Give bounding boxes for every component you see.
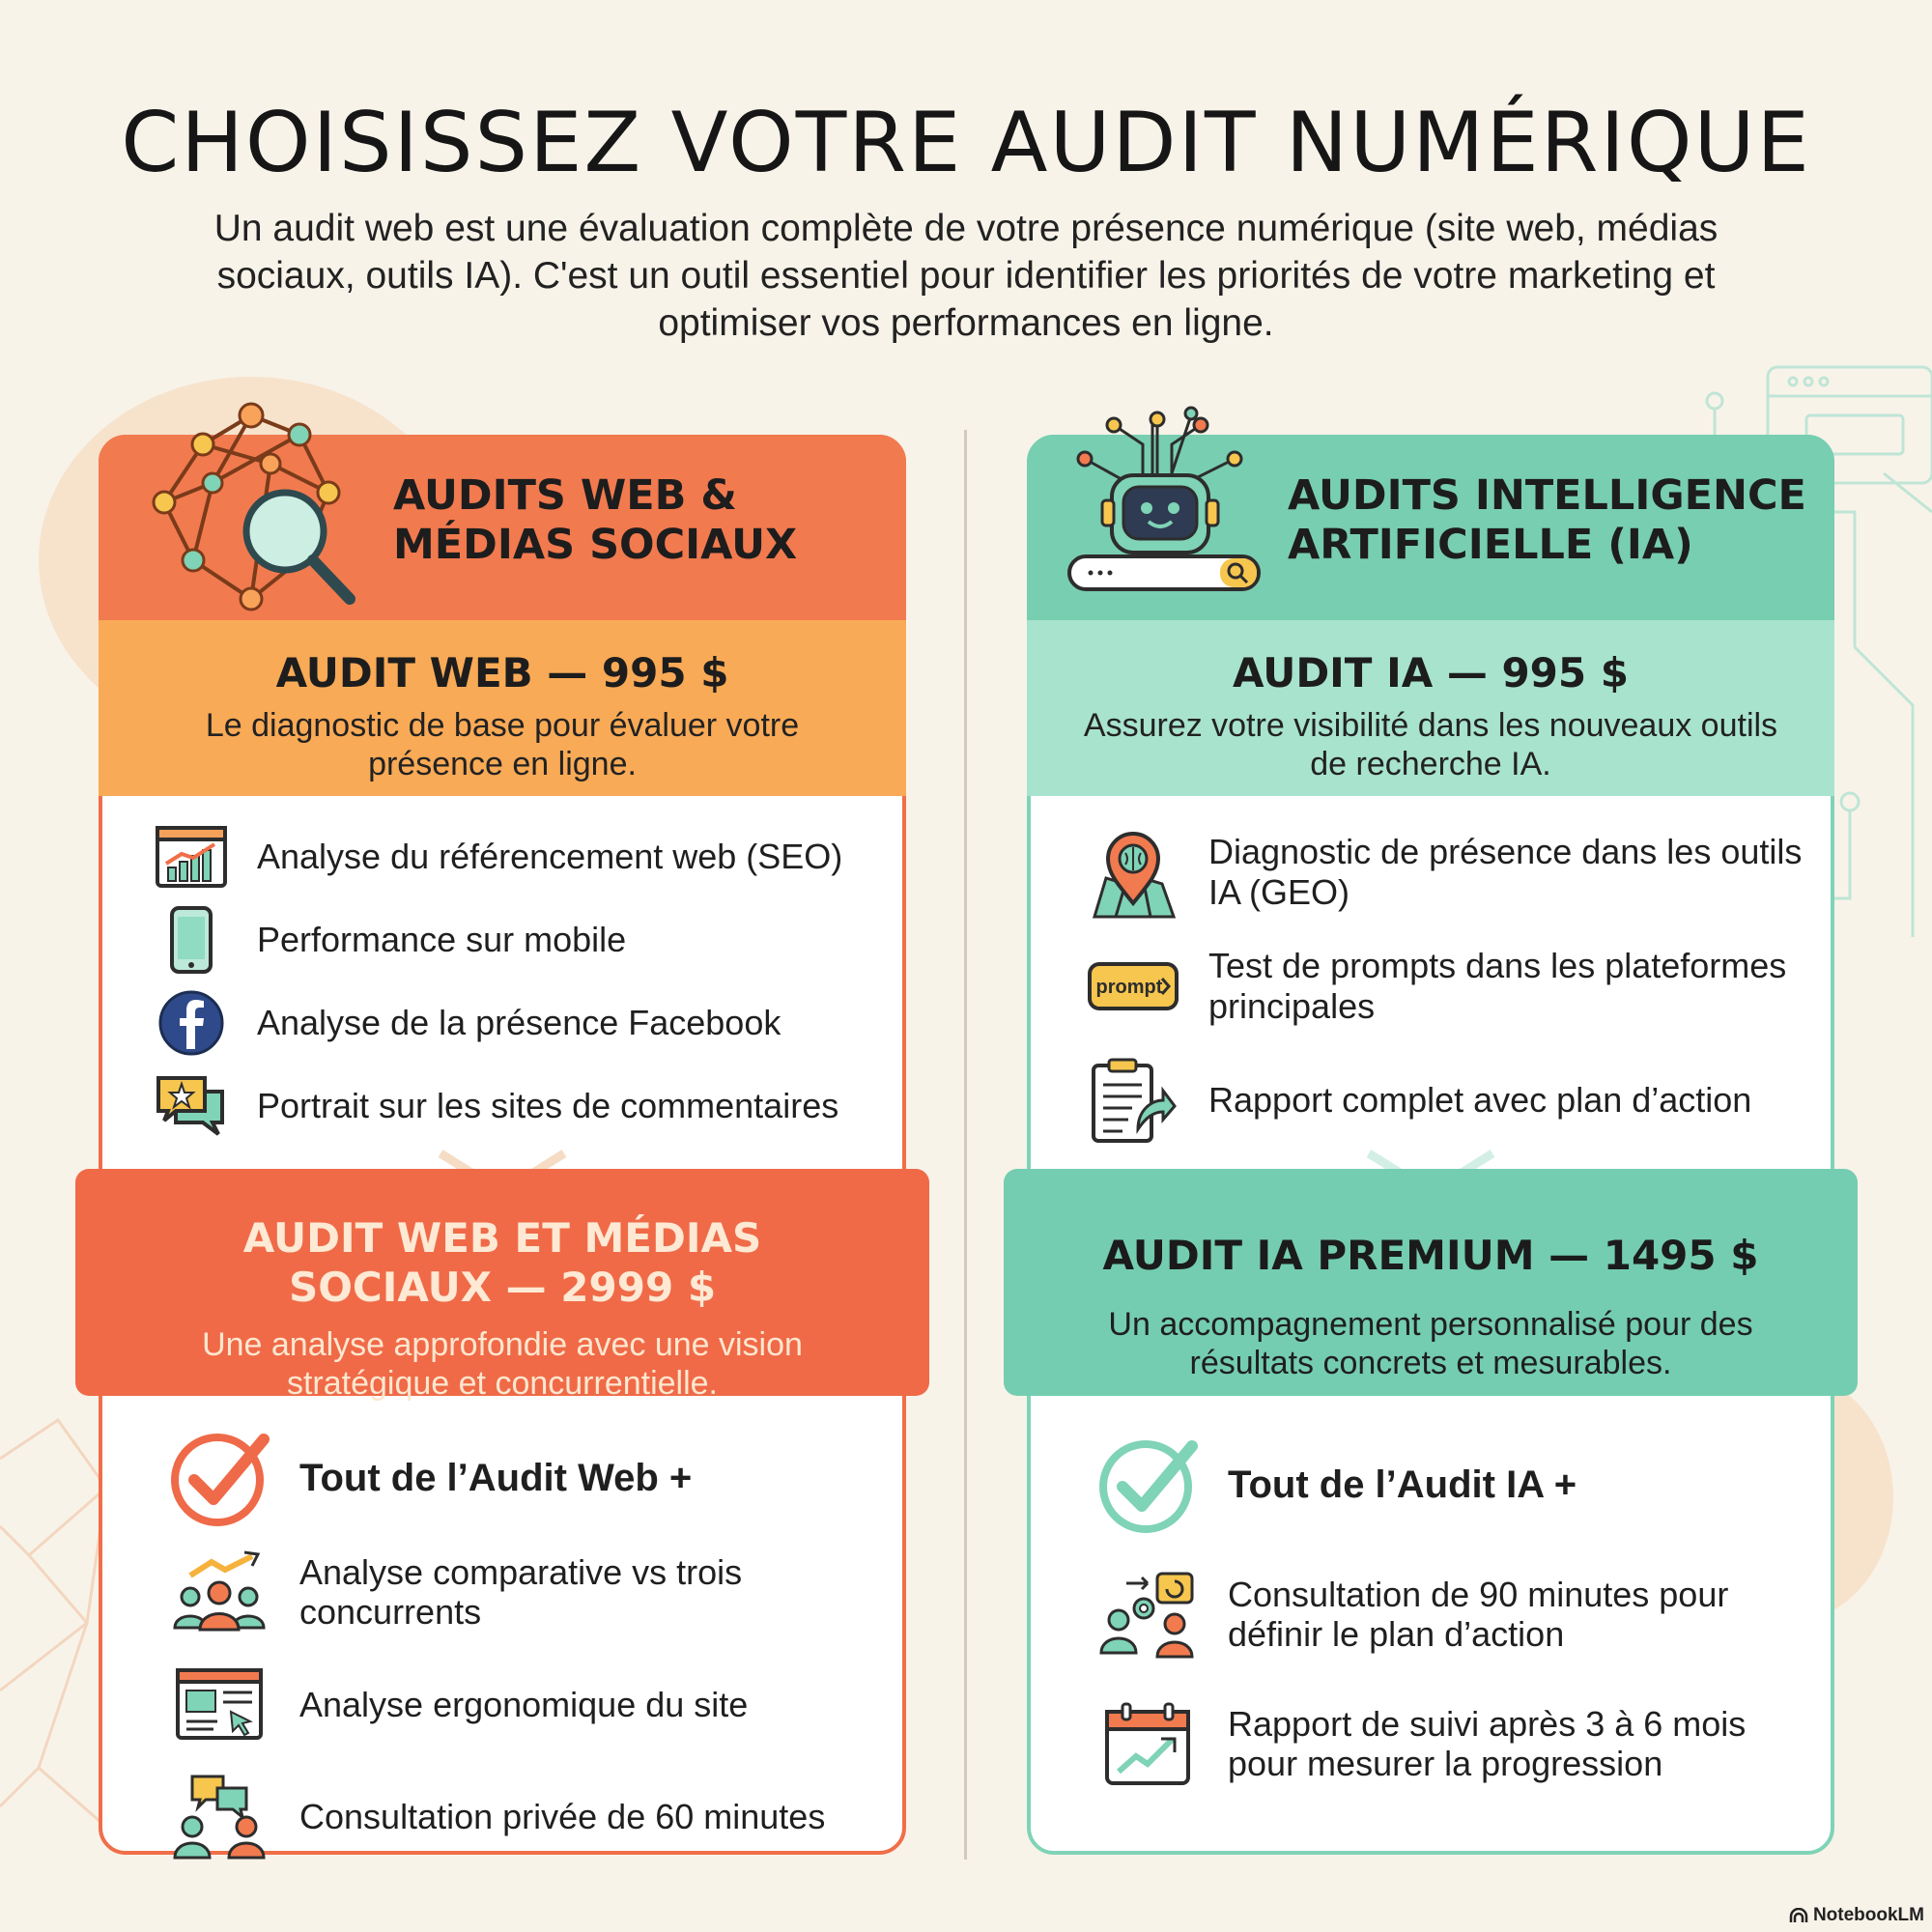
mobile-phone-icon [153,901,230,979]
tier-description: Le diagnostic de base pour évaluer votre présence en ligne. [205,707,800,782]
checkmark-circle-icon [1094,1432,1201,1538]
category-heading: AUDITS WEB & MÉDIAS SOCIAUX [393,471,798,569]
page-subtitle: Un audit web est une évaluation complète de votre présence numérique (site web, médias sociaux, outils IA). C'est un outil essentiel pour identifier les priorités de votre marketing et optimiser vos performances en ligne. [213,208,1719,344]
tier-title: AUDIT WEB ET MÉDIAS SOCIAUX — 2999 $ [242,1214,762,1311]
report-clipboard-icon [1085,1052,1181,1149]
list-item [1085,929,1819,1043]
brand-watermark [1789,1905,1924,1926]
list-item [166,1760,881,1872]
feature-text: Tout de l’Audit Web + [299,1456,693,1499]
list-item [1085,815,1819,929]
tier-premium [75,1169,929,1402]
list-item [166,1648,881,1760]
tier-description: Assurez votre visibilité dans les nouveaux outils de recherche IA. [1083,707,1778,782]
web-social-audits-card [99,435,906,1855]
page-title: CHOISISSEZ VOTRE AUDIT NUMÉRIQUE [121,95,1811,191]
feature-text: Portrait sur les sites de commentaires [257,1086,839,1125]
feature-text: Analyse du référencement web (SEO) [257,837,843,876]
tier-basic [1027,620,1834,796]
feature-list [1085,815,1819,1157]
feature-list [153,815,887,1148]
robot-search-icon [1065,406,1268,599]
tier-description: Une analyse approfondie avec une vision stratégique et concurrentielle. [202,1326,803,1402]
website-ergonomics-icon [166,1651,272,1757]
review-star-bubble-icon [153,1067,230,1145]
consultation-gear-icon [1094,1561,1201,1667]
facebook-icon [153,984,230,1062]
network-search-icon [145,396,377,618]
card-header [1027,435,1834,620]
feature-text: Analyse comparative vs trois concurrents [299,1552,743,1632]
map-pin-brain-icon [1085,824,1181,921]
checkmark-circle-icon [166,1425,272,1531]
tier-title: AUDIT IA PREMIUM — 1495 $ [1102,1232,1759,1279]
tier-basic [99,620,906,796]
list-item [1094,1549,1809,1679]
tier-description: Un accompagnement personnalisé pour des résultats concrets et mesurables. [1108,1306,1753,1381]
svg-text:prompt: prompt [1095,977,1163,998]
list-item [153,1065,887,1148]
feature-text: Rapport complet avec plan d’action [1208,1080,1752,1120]
notebooklm-logo-icon [1789,1908,1808,1923]
list-item [166,1420,881,1536]
list-item [153,815,887,898]
feature-text: Diagnostic de présence dans les outils IA (GEO) [1208,832,1803,912]
ai-audits-card [1027,435,1834,1855]
feature-text: Consultation privée de 60 minutes [299,1796,826,1836]
card-header [99,435,906,620]
feature-text: Performance sur mobile [257,920,627,959]
list-item [1094,1679,1809,1808]
brand-name: NotebookLM [1812,1905,1924,1925]
prompt-icon [1085,948,1181,1025]
column-divider [964,430,967,1860]
tier-title: AUDIT IA — 995 $ [1233,649,1629,696]
list-item [166,1536,881,1648]
category-heading: AUDITS INTELLIGENCE ARTIFICIELLE (IA) [1288,471,1806,569]
calendar-growth-icon [1094,1690,1201,1797]
feature-list [1094,1420,1809,1808]
feature-text: Test de prompts dans les plateformes principales [1208,946,1787,1026]
feature-list [166,1420,881,1872]
list-item [1085,1043,1819,1157]
seo-chart-icon [153,818,230,895]
feature-text: Tout de l’Audit IA + [1228,1463,1577,1506]
tier-title: AUDIT WEB — 995 $ [275,649,729,696]
list-item [153,981,887,1065]
tier-premium [1004,1169,1858,1396]
competitors-icon [166,1539,272,1645]
list-item [153,898,887,981]
consultation-icon [166,1763,272,1869]
feature-text: Rapport de suivi après 3 à 6 mois pour mesurer la progression [1228,1704,1747,1783]
feature-text: Analyse ergonomique du site [299,1684,749,1724]
feature-text: Analyse de la présence Facebook [257,1003,781,1042]
feature-text: Consultation de 90 minutes pour définir le plan d’action [1228,1575,1729,1654]
list-item [1094,1420,1809,1549]
